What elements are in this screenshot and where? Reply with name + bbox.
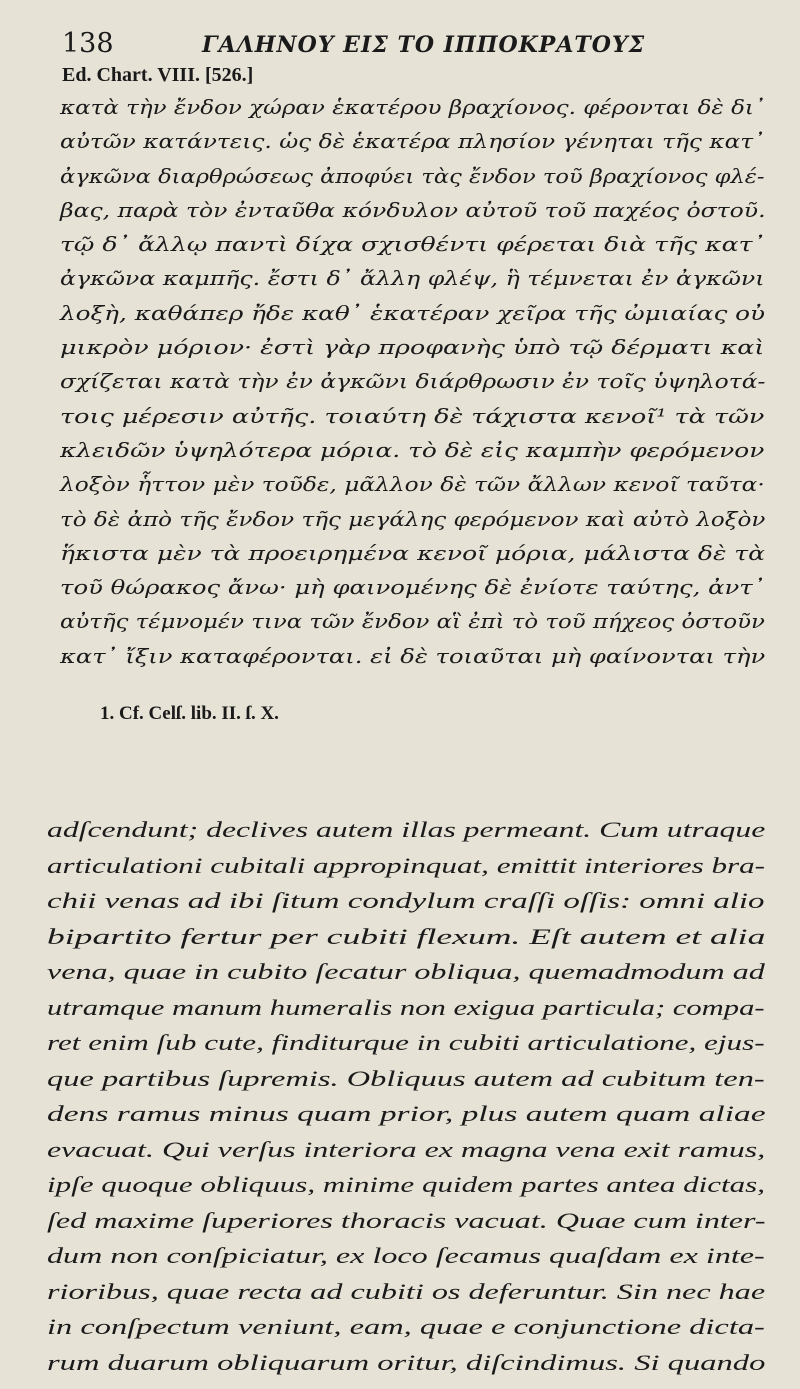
page-header bbox=[62, 28, 760, 64]
text-line: μικρὸν μόριον· ἐστὶ γὰρ προφανὴς ὑπὸ τῷ δέρματι καὶ bbox=[60, 336, 765, 360]
latin-text-block bbox=[47, 812, 769, 1380]
edition-reference: Ed. Chart. VIII. [526.] bbox=[62, 64, 254, 86]
text-line: utramque manum humeralis non exigua particula; compa- bbox=[47, 994, 765, 1020]
text-line: chii venas ad ibi ſitum condylum craſſi oſſis: omni alio bbox=[47, 888, 765, 913]
text-line: ret enim ſub cute, finditurque in cubiti articulatione, ejus- bbox=[47, 1030, 765, 1055]
page-number: 138 bbox=[62, 28, 114, 59]
greek-text-block bbox=[60, 91, 770, 674]
text-line: αὐτῆς τέμνομέν τινα τῶν ἔνδον αἳ ἐπὶ τὸ τοῦ πήχεος ὀστοῦν bbox=[60, 610, 765, 634]
text-line: τοῦ θώρακος ἄνω· μὴ φαινομένης δὲ ἐνίοτε ταύτης, ἀντ᾽ bbox=[60, 576, 765, 600]
text-line: τὸ δὲ ἀπὸ τῆς ἔνδον τῆς μεγάλης φερόμενον καὶ αὐτὸ λοξὸν bbox=[60, 507, 766, 531]
text-line: αὐτῶν κατάντεις. ὡς δὲ ἑκατέρα πλησίον γένηται τῆς κατ᾽ bbox=[60, 130, 765, 154]
text-line: dens ramus minus quam prior, plus autem quam aliae bbox=[47, 1101, 766, 1126]
text-line: τῷ δ᾽ ἄλλῳ παντὶ δίχα σχισθέντι φέρεται διὰ τῆς κατ᾽ bbox=[60, 233, 766, 257]
running-title: ΓΑΛΗΝΟΥ ΕΙΣ ΤΟ ΙΠΠΟΚΡΑΤΟΥΣ bbox=[202, 32, 646, 58]
text-line: ἀγκῶνα καμπῆς. ἔστι δ᾽ ἄλλη φλέψ, ἣ τέμνεται ἐν ἀγκῶνι bbox=[60, 267, 765, 291]
text-line: κλειδῶν ὑψηλότερα μόρια. τὸ δὲ εἰς καμπὴν φερόμενον bbox=[60, 438, 765, 462]
text-line: ſed maxime ſuperiores thoracis vacuat. Quae cum inter- bbox=[47, 1207, 766, 1233]
text-line: λοξὸν ἧττον μὲν τοῦδε, μᾶλλον δὲ τῶν ἄλλων κενοῖ ταῦτα· bbox=[60, 473, 765, 497]
text-line: adſcendunt; declives autem illas permeant. Cum utraque bbox=[47, 817, 766, 842]
text-line: dum non conſpiciatur, ex loco ſecamus quaſdam ex inte- bbox=[47, 1243, 765, 1268]
text-line: κατὰ τὴν ἔνδον χώραν ἑκατέρου βραχίονος. φέρονται δὲ δι᾽ bbox=[60, 96, 766, 119]
text-line: rum duarum obliquarum oritur, diſcindimus. Si quando bbox=[47, 1349, 766, 1375]
footnote: 1. Cf. Celſ. lib. II. ſ. X. bbox=[100, 703, 279, 724]
text-line: que partibus ſupremis. Obliquus autem ad cubitum ten- bbox=[47, 1065, 765, 1091]
text-line: vena, quae in cubito ſecatur obliqua, quemadmodum ad bbox=[47, 959, 765, 984]
text-line: evacuat. Qui verſus interiora ex magna vena exit ramus, bbox=[47, 1136, 766, 1162]
text-line: σχίζεται κατὰ τὴν ἐν ἀγκῶνι διάρθρωσιν ἐν τοῖς ὑψηλοτά- bbox=[60, 370, 766, 394]
text-line: bipartito fertur per cubiti flexum. Eſt autem et alia bbox=[47, 923, 766, 949]
text-line: rioribus, quae recta ad cubiti os deferuntur. Sin nec hae bbox=[47, 1278, 766, 1304]
text-line: in conſpectum veniunt, eam, quae e conjunctione dicta- bbox=[47, 1314, 765, 1339]
text-line: λοξὴ, καθάπερ ἤδε καθ᾽ ἑκατέραν χεῖρα τῆς ὠμιαίας οὐ bbox=[60, 301, 766, 325]
text-line: κατ᾽ ἴξιν καταφέρονται. εἰ δὲ τοιαῦται μὴ φαίνονται τὴν bbox=[60, 644, 766, 668]
text-line: βας, παρὰ τὸν ἐνταῦθα κόνδυλον αὐτοῦ τοῦ παχέος ὀστοῦ. bbox=[60, 198, 766, 222]
text-line: τοις μέρεσιν αὐτῆς. τοιαύτη δὲ τάχιστα κενοῖ¹ τὰ τῶν bbox=[60, 404, 765, 428]
text-line: articulationi cubitali appropinquat, emittit interiores bra- bbox=[47, 852, 766, 878]
text-line: ipſe quoque obliquus, minime quidem partes antea dictas, bbox=[47, 1172, 765, 1197]
text-line: ἀγκῶνα διαρθρώσεως ἀποφύει τὰς ἔνδον τοῦ βραχίονος φλέ- bbox=[60, 164, 765, 188]
text-line: ἥκιστα μὲν τὰ προειρημένα κενοῖ μόρια, μάλιστα δὲ τὰ bbox=[60, 541, 766, 565]
